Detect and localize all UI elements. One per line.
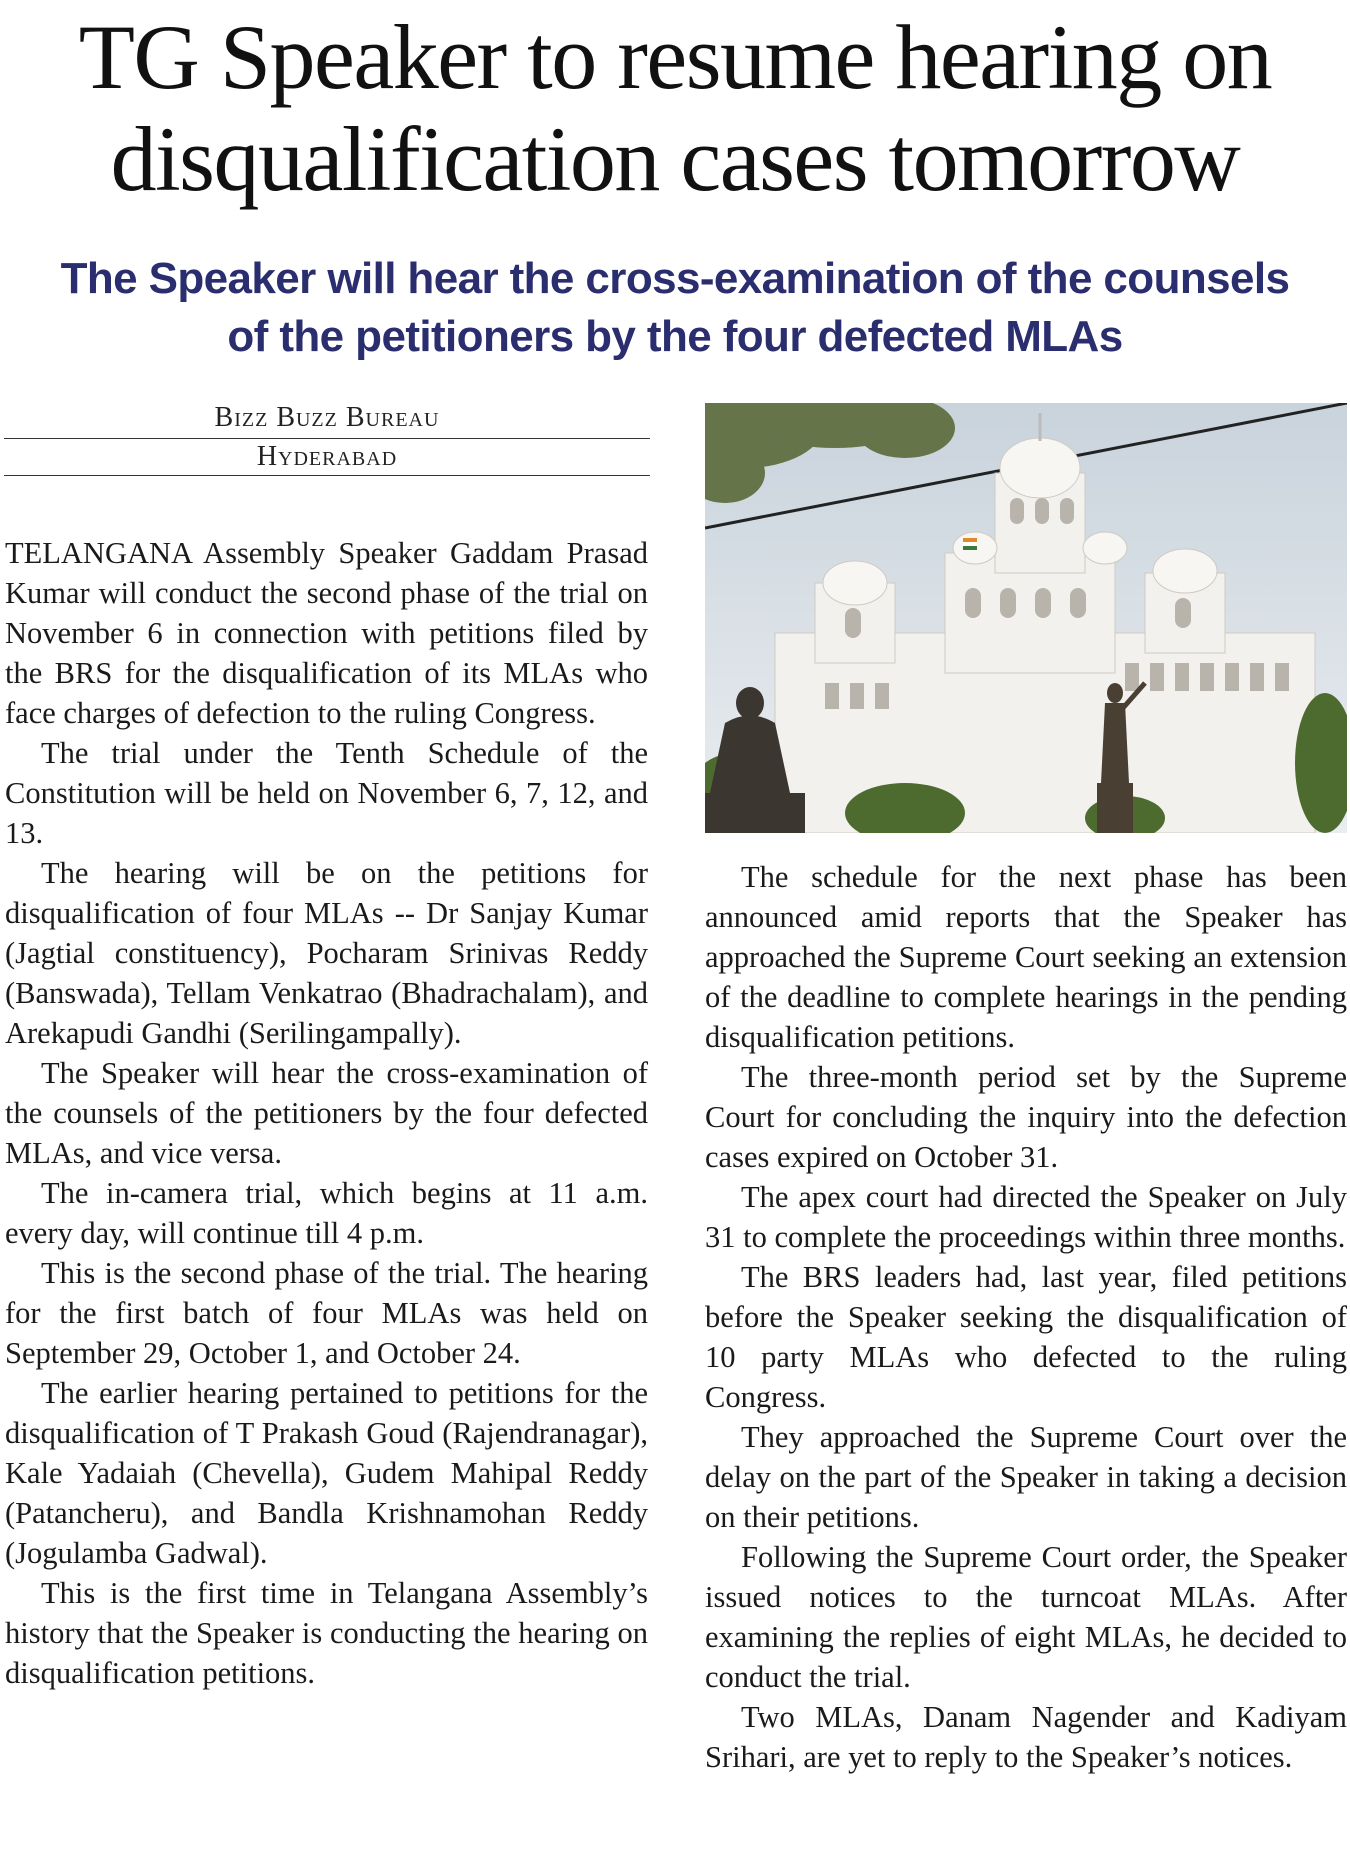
paragraph: The schedule for the next phase has been announced amid reports that the Speaker has approached the Supreme Court seeking an extension of the deadline to complete hearings in the pending disqualification petitions. [705,860,1347,1054]
paragraph: The hearing will be on the petitions for disqualification of four MLAs -- Dr Sanjay Kumar (Jagtial constituency), Pocharam Srinivas Reddy (Banswada), Tellam Venkatrao (Bhadrachalam), and Arekapudi Gandhi (Serilingampally). [5,856,648,1050]
paragraph: They approached the Supreme Court over the delay on the part of the Speaker in taking a decision on their petitions. [705,1420,1347,1534]
paragraph: The earlier hearing pertained to petitions for the disqualification of T Prakash Goud (Rajendranagar), Kale Yadaiah (Chevella), Gudem Mahipal Reddy (Patancheru), and Bandla Krishnamohan Reddy (Jogulamba Gadwal). [5,1376,648,1570]
article-column-left [5,533,648,1693]
byline [4,400,650,476]
paragraph: The Speaker will hear the cross-examination of the counsels of the petitioners by the four defected MLAs, and vice versa. [5,1056,648,1170]
headline-line-1: TG Speaker to resume hearing on [78,6,1272,108]
article-column-right [705,857,1347,1777]
paragraph: Following the Supreme Court order, the Speaker issued notices to the turncoat MLAs. After examining the replies of eight MLAs, he decided to conduct the trial. [705,1540,1347,1694]
paragraph: The trial under the Tenth Schedule of the Constitution will be held on November 6, 7, 12, and 13. [5,736,648,850]
assembly-building-photo [705,403,1347,833]
paragraph: The BRS leaders had, last year, filed petitions before the Speaker seeking the disqualification of 10 party MLAs who defected to the ruling Congress. [705,1260,1347,1414]
paragraph: The in-camera trial, which begins at 11 a.m. every day, will continue till 4 p.m. [5,1176,648,1250]
assembly-building-illustration [705,403,1347,833]
paragraph: Two MLAs, Danam Nagender and Kadiyam Srihari, are yet to reply to the Speaker’s notices. [705,1700,1347,1774]
subheadline-line-1: The Speaker will hear the cross-examination of the counsels [60,254,1290,303]
paragraph: The three-month period set by the Supreme Court for concluding the inquiry into the defection cases expired on October 31. [705,1060,1347,1174]
paragraph: This is the second phase of the trial. The hearing for the first batch of four MLAs was held on September 29, October 1, and October 24. [5,1256,648,1370]
subheadline [0,250,1350,366]
headline [0,6,1350,210]
paragraph: TELANGANA Assembly Speaker Gaddam Prasad Kumar will conduct the second phase of the trial on November 6 in connection with petitions filed by the BRS for the disqualification of its MLAs who face charges of defection to the ruling Congress. [5,536,648,730]
paragraph: The apex court had directed the Speaker on July 31 to complete the proceedings within three months. [705,1180,1347,1254]
byline-location: Hyderabad [4,438,650,476]
headline-line-2: disqualification cases tomorrow [110,108,1240,210]
paragraph: This is the first time in Telangana Assembly’s history that the Speaker is conducting the hearing on disqualification petitions. [5,1576,648,1690]
byline-author: Bizz Buzz Bureau [214,402,440,433]
subheadline-line-2: of the petitioners by the four defected MLAs [227,312,1123,361]
